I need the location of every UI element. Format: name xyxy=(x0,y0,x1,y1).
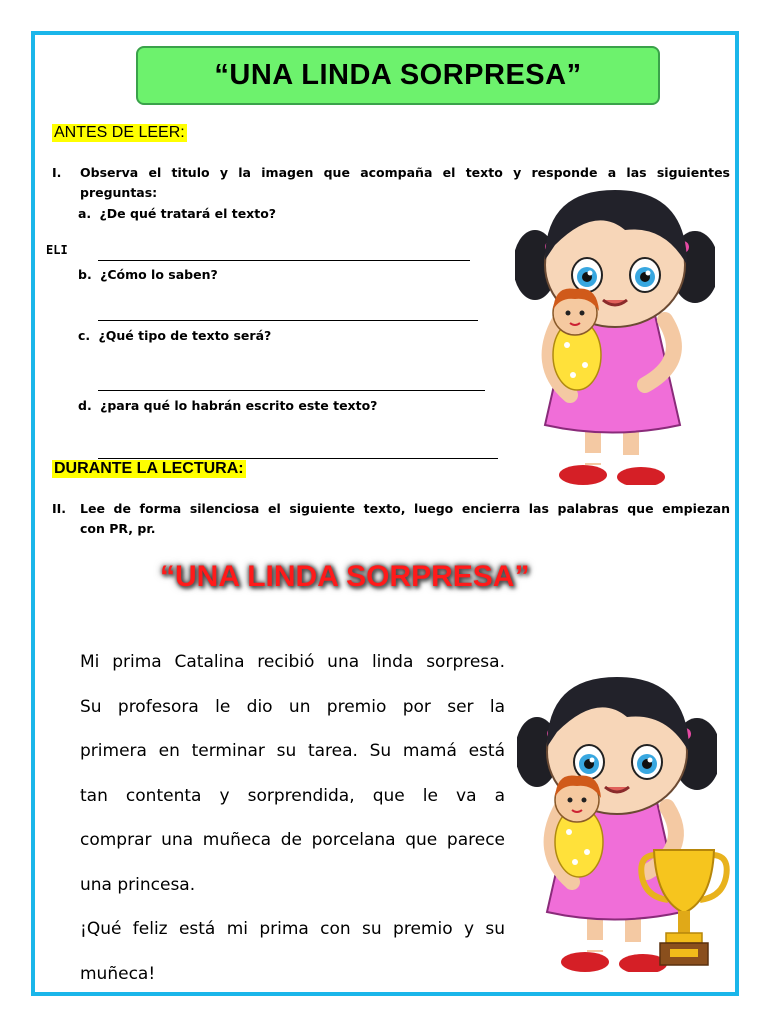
story-line: comprar una muñeca de porcelana que parece xyxy=(80,830,505,850)
instruction-1-line2: preguntas: xyxy=(80,185,158,200)
page-title: “UNA LINDA SORPRESA” xyxy=(214,59,582,91)
question-text: ¿Qué tipo de texto será? xyxy=(98,328,272,343)
question-a xyxy=(78,206,276,221)
story-line: ¡Qué feliz está mi prima con su premio y su xyxy=(80,919,505,939)
instruction-2-line1: Lee de forma silenciosa el siguiente texto, luego encierra las palabras que empiezan xyxy=(80,501,730,516)
story-line: tan contenta y sorprendida, que le va a xyxy=(80,785,505,806)
answer-line-d[interactable] xyxy=(98,458,498,459)
instruction-2-line2: con PR, pr. xyxy=(80,521,156,536)
question-d xyxy=(78,398,377,413)
story-title: “UNA LINDA SORPRESA” xyxy=(160,560,530,593)
story-line: Su profesora le dio un premio por ser la xyxy=(80,696,505,717)
question-text: ¿De qué tratará el texto? xyxy=(99,206,277,221)
answer-line-c[interactable] xyxy=(98,390,485,391)
question-text: ¿para qué lo habrán escrito este texto? xyxy=(100,398,378,413)
question-letter: b. xyxy=(78,267,92,282)
story-line: muñeca! xyxy=(80,963,156,984)
question-b xyxy=(78,267,218,282)
instruction-1-line1: Observa el titulo y la imagen que acompaña el texto y responde a las siguientes xyxy=(80,165,730,180)
story-line: Mi prima Catalina recibió una linda sorpresa. xyxy=(80,652,505,672)
instruction-2-number: II. xyxy=(52,501,67,516)
story-text xyxy=(80,645,505,1001)
question-letter: d. xyxy=(78,398,92,413)
trophy-icon xyxy=(638,845,730,970)
story-line: primera en terminar su tarea. Su mamá está xyxy=(80,741,505,761)
girl-with-doll-illustration xyxy=(515,185,715,485)
answer-a-text: ELI xyxy=(46,243,68,257)
answer-line-b[interactable] xyxy=(98,320,478,321)
title-banner xyxy=(136,46,660,105)
question-c xyxy=(78,328,271,343)
instruction-1-number: I. xyxy=(52,165,62,180)
section-heading-before: ANTES DE LEER: xyxy=(54,124,185,141)
question-letter: a. xyxy=(78,206,92,221)
section-heading-during: DURANTE LA LECTURA: xyxy=(54,460,244,477)
question-text: ¿Cómo lo saben? xyxy=(100,267,218,282)
story-line: una princesa. xyxy=(80,874,196,895)
question-letter: c. xyxy=(78,328,91,343)
answer-line-a[interactable] xyxy=(98,260,470,261)
